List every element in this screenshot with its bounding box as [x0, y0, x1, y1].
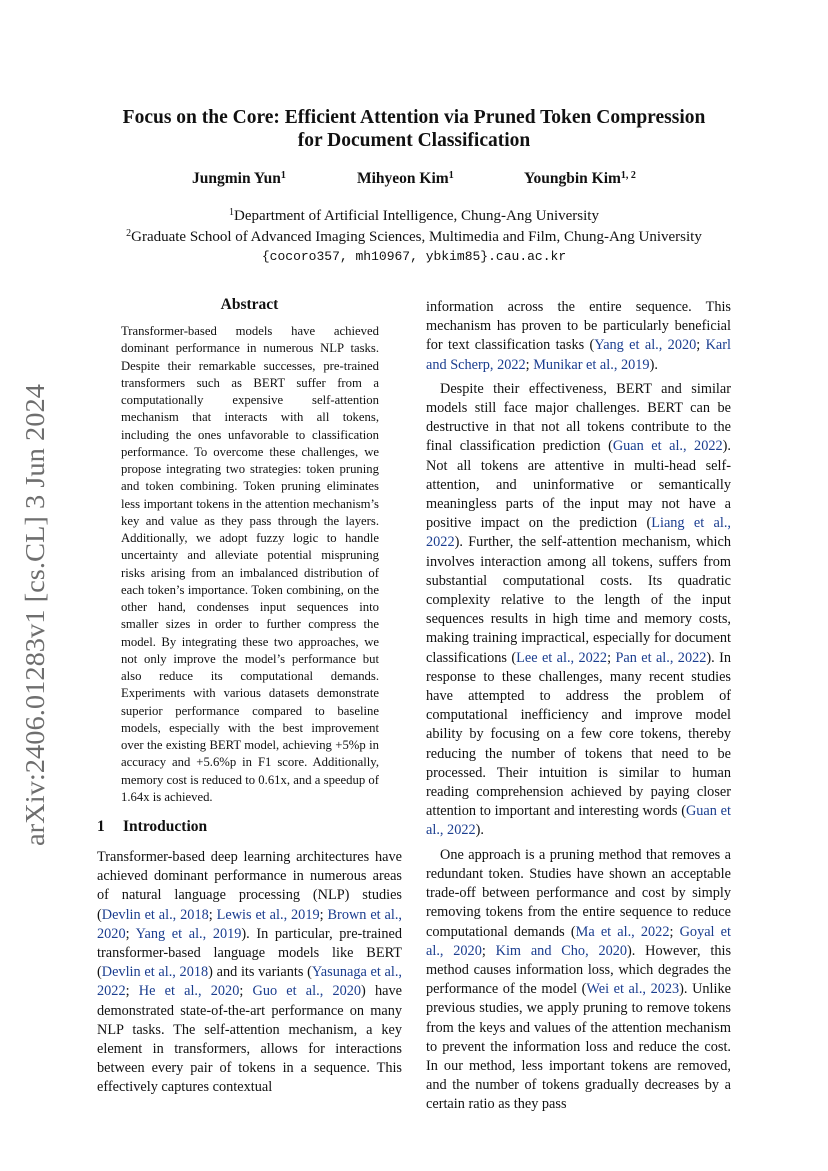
affiliation-1: $^1$Department of Artificial Intelligence, Chung-Ang University: [229, 207, 599, 224]
text-run: ;: [125, 983, 139, 1000]
text-run: ) have demonstrated state-of-the-art performance on many NLP tasks. The self-attention mechanism, a key element in transformers, allows for interactions between every pair of tokens in a sequence. This effectively captures contextual: [97, 983, 402, 1096]
abstract-heading: Abstract: [220, 296, 279, 313]
citation-link[interactable]: Guan et al., 2022: [612, 438, 723, 455]
citation-link[interactable]: Yang et al., 2020: [594, 337, 697, 354]
citation-link[interactable]: Lewis et al., 2019: [216, 906, 320, 923]
text-run: ;: [239, 983, 253, 1000]
text-run: Transformer-based deep learning architectures have achieved dominant performance in numerous areas of natural language processing (NLP) studies (: [97, 849, 402, 923]
author-emails: {cocoro357, mh10967, ybkim85}.cau.ac.kr: [261, 249, 567, 264]
text-run: ;: [607, 649, 616, 666]
author-1: Jungmin Yun$^1$: [192, 170, 286, 187]
text-run: ;: [208, 906, 217, 923]
affiliation-2: $^2$Graduate School of Advanced Imaging Sciences, Multimedia and Film, Chung-Ang University: [126, 227, 702, 245]
text-run: ). Further, the self-attention mechanism, which involves interaction among all tokens, suffers from substantial computational costs. Its quadratic complexity relative to the length of the input sequences results in high time and memory costs, making training impractical, especially for document classifications (: [426, 534, 731, 666]
citation-link[interactable]: Guan et al., 2022: [426, 803, 731, 839]
section-heading-introduction: 1 Introduction: [97, 818, 208, 835]
author-3: Youngbin Kim$^{1, 2}$: [524, 170, 636, 187]
citation-link[interactable]: He et al., 2020: [138, 983, 240, 1000]
citation-link[interactable]: Karl and Scherp, 2022: [426, 337, 731, 373]
intro-paragraph-1-cont: [426, 298, 731, 375]
citation-link[interactable]: Yasunaga et al., 2022: [97, 964, 403, 1000]
text-run: ). Not all tokens are attentive in multi-head self-attention, and uninformative or semantically meaningless parts of the input may not have a positive impact on the prediction (: [426, 438, 731, 532]
text-run: information across the entire sequence. This mechanism has proven to be particularly beneficial for text classification tasks (: [426, 299, 731, 354]
intro-paragraph-3: [426, 846, 731, 1115]
text-run: ;: [125, 925, 136, 942]
intro-paragraph-2: [426, 380, 731, 841]
citation-link[interactable]: Devlin et al., 2018: [101, 906, 209, 923]
text-run: One approach is a pruning method that removes a redundant token. Studies have shown an acceptable trade-off between performance and cost by simply removing tokens from the entire sequence to reduce computational demands (: [426, 846, 731, 940]
text-run: ;: [525, 356, 534, 373]
text-run: ;: [669, 923, 680, 940]
citation-link[interactable]: Brown et al., 2020: [97, 906, 403, 942]
intro-paragraph-1: [97, 848, 402, 1098]
citation-link[interactable]: Munikar et al., 2019: [533, 356, 650, 373]
title-line-2: for Document Classification: [297, 130, 531, 151]
citation-link[interactable]: Lee et al., 2022: [516, 649, 608, 666]
affiliations: [90, 206, 738, 267]
citation-link[interactable]: Devlin et al., 2018: [101, 964, 209, 981]
text-run: ) and its variants (: [208, 964, 312, 981]
text-run: Despite their effectiveness, BERT and similar models still face major challenges. BERT can be destructive in that not all tokens contribute to the final classification prediction (: [426, 380, 731, 455]
citation-link[interactable]: Guo et al., 2020: [252, 983, 362, 1000]
citation-link[interactable]: Kim and Cho, 2020: [495, 942, 628, 959]
abstract-text: Transformer-based models have achieved dominant performance in numerous NLP tasks. Despite their remarkable successes, pre-trained transformers such as BERT suffer from a computationally expensive self-attention mechanism that interacts with all tokens, including the ones unfavorable to classification performance. To overcome these challenges, we propose integrating two strategies: token pruning and token combining. Token pruning eliminates less important tokens in the attention mechanism’s key and value as they pass through the layers. Additionally, we adopt fuzzy logic to handle uncertainty and alleviate potential mispruning risks arising from an imbalanced distribution of each token’s importance. Token combining, on the other hand, condenses input sequences into smaller sizes in order to further compress the model. By integrating these two approaches, we not only improve the model’s performance but also reduce its computational demands. Experiments with various datasets demonstrate superior performance compared to baseline models, especially with the best improvement over the existing BERT model, achieving +5%p in accuracy and +5.6%p in F1 score. Additionally, memory cost is reduced to 0.61x, and a speedup of 1.64x is achieved.: [121, 324, 379, 804]
right-column: [426, 298, 731, 1115]
text-run: ;: [319, 906, 328, 923]
paper-title: [90, 106, 738, 152]
citation-link[interactable]: Wei et al., 2023: [586, 981, 680, 998]
citation-link[interactable]: Ma et al., 2022: [575, 923, 670, 940]
text-run: ).: [475, 822, 484, 839]
arxiv-identifier: arXiv:2406.01283v1 [cs.CL] 3 Jun 2024: [20, 408, 50, 846]
left-column: [97, 296, 402, 1098]
text-run: ;: [481, 942, 496, 959]
citation-link[interactable]: Pan et al., 2022: [615, 649, 707, 666]
author-list: [150, 170, 680, 192]
text-run: ;: [696, 337, 706, 354]
text-run: ). Unlike previous studies, we apply pruning to remove tokens from the keys and values of the attention mechanism to prevent the information loss and reduce the cost. In our method, less important tokens are removed, and the number of tokens gradually decreases by a certain ratio as they pass: [426, 981, 731, 1113]
author-2: Mihyeon Kim$^1$: [357, 170, 454, 187]
arxiv-stamp: [8, 380, 56, 850]
citation-link[interactable]: Yang et al., 2019: [135, 925, 242, 942]
citation-link[interactable]: Liang et al., 2022: [426, 515, 731, 551]
text-run: ). In particular, pre-trained transformer-based language models like BERT (: [97, 925, 402, 981]
title-line-1: Focus on the Core: Efficient Attention via Pruned Token Compression: [122, 107, 706, 128]
text-run: ). However, this method causes information loss, which degrades the performance of the model (: [426, 942, 732, 998]
text-run: ).: [649, 356, 658, 373]
citation-link[interactable]: Goyal et al., 2020: [426, 923, 731, 959]
text-run: ). In response to these challenges, many recent studies have attempted to address the problem of computational inefficiency and improve model ability by focusing on a few core tokens, thereby reducing the number of tokens that need to be processed. Their intuition is similar to human reading comprehension achieved by paying closer attention to important and interesting words (: [426, 649, 732, 820]
